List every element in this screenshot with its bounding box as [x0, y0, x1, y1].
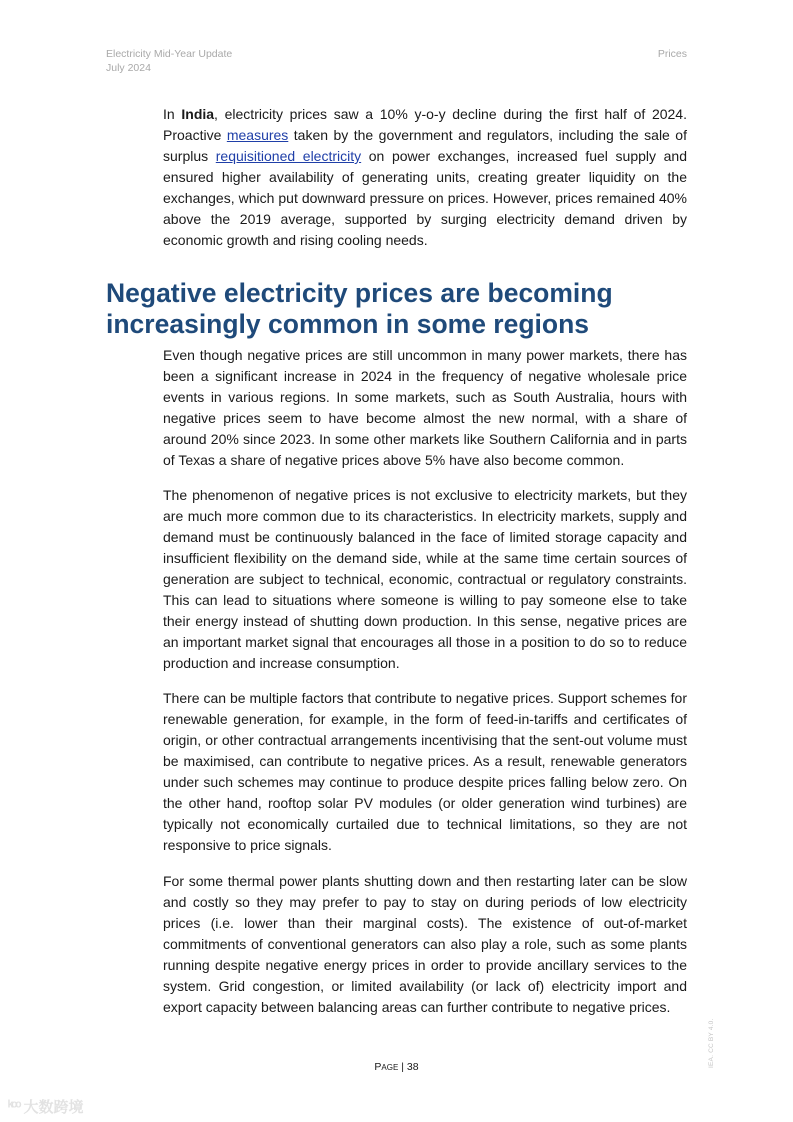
page-number: 38	[406, 1061, 419, 1073]
report-date: July 2024	[106, 62, 151, 74]
license-label: IEA. CC BY 4.0.	[708, 1018, 715, 1068]
page-footer: PAGE | 38	[374, 1061, 419, 1073]
paragraph: For some thermal power plants shutting down and then restarting later can be slow and costly so they may prefer to pay to stay on during periods of low electricity prices (i.e. lower than their marginal costs). The existence of out-of-market commitments of conventional generators can also play a role, such as some plants running despite negative energy prices in order to provide ancillary services to the system. Grid congestion, or limited availability (or lack of) electricity import and export capacity between balancing areas can further contribute to negative prices.	[163, 873, 687, 1015]
running-header	[106, 47, 232, 75]
requisitioned-electricity-link[interactable]: requisitioned electricity	[215, 148, 362, 164]
watermark-logo-icon: ᵏᵒᵒ	[8, 1098, 20, 1115]
country-name: India	[181, 106, 215, 122]
watermark	[8, 1096, 84, 1117]
paragraph: Even though negative prices are still uncommon in many power markets, there has been a significant increase in 2024 in the frequency of negative wholesale price events in various regions. In some markets, such as South Australia, hours with negative prices seem to have become almost the new normal, with a share of around 20% since 2023. In some other markets like Southern California and in parts of Texas a share of negative prices above 5% have also become common.	[163, 347, 687, 468]
measures-link[interactable]: measures	[226, 127, 289, 143]
intro-paragraph: In India, electricity prices saw a 10% y-o-y decline during the first half of 2024. Proactive measures taken by the government and regulators, including the sale of surplus requisitioned electricity on power exchanges, increased fuel supply and ensured higher availability of generating units, creating greater liquidity on the exchanges, which put downward pressure on prices. However, prices remained 40% above the 2019 average, supported by surging electricity demand driven by economic growth and rising cooling needs.	[163, 106, 687, 248]
paragraph: The phenomenon of negative prices is not exclusive to electricity markets, but they are much more common due to its characteristics. In electricity markets, supply and demand must be continuously balanced in the face of limited storage capacity and insufficient flexibility on the demand side, while at the same time certain sources of generation are subject to technical, economic, contractual or regulatory constraints. This can lead to situations where someone is willing to pay someone else to take their energy instead of shutting down production. In this sense, negative prices are an important market signal that encourages all those in a position to do so to reduce production and increase consumption.	[163, 487, 687, 671]
paragraph: There can be multiple factors that contribute to negative prices. Support schemes for renewable generation, for example, in the form of feed-in-tariffs and certificates of origin, or other contractual arrangements incentivising that the sent-out volume must be maximised, can contribute to negative prices. As a result, renewable generators under such schemes may continue to produce despite prices falling below zero. On the other hand, rooftop solar PV modules (or older generation wind turbines) are typically not economically curtailed due to technical limitations, so they are not responsive to price signals.	[163, 690, 687, 853]
report-title: Electricity Mid-Year Update	[106, 48, 233, 60]
section-heading: Negative electricity prices are becoming increasingly common in some regions	[106, 278, 613, 339]
section-label: Prices	[657, 48, 687, 60]
watermark-text: 大数跨境	[23, 1099, 84, 1116]
